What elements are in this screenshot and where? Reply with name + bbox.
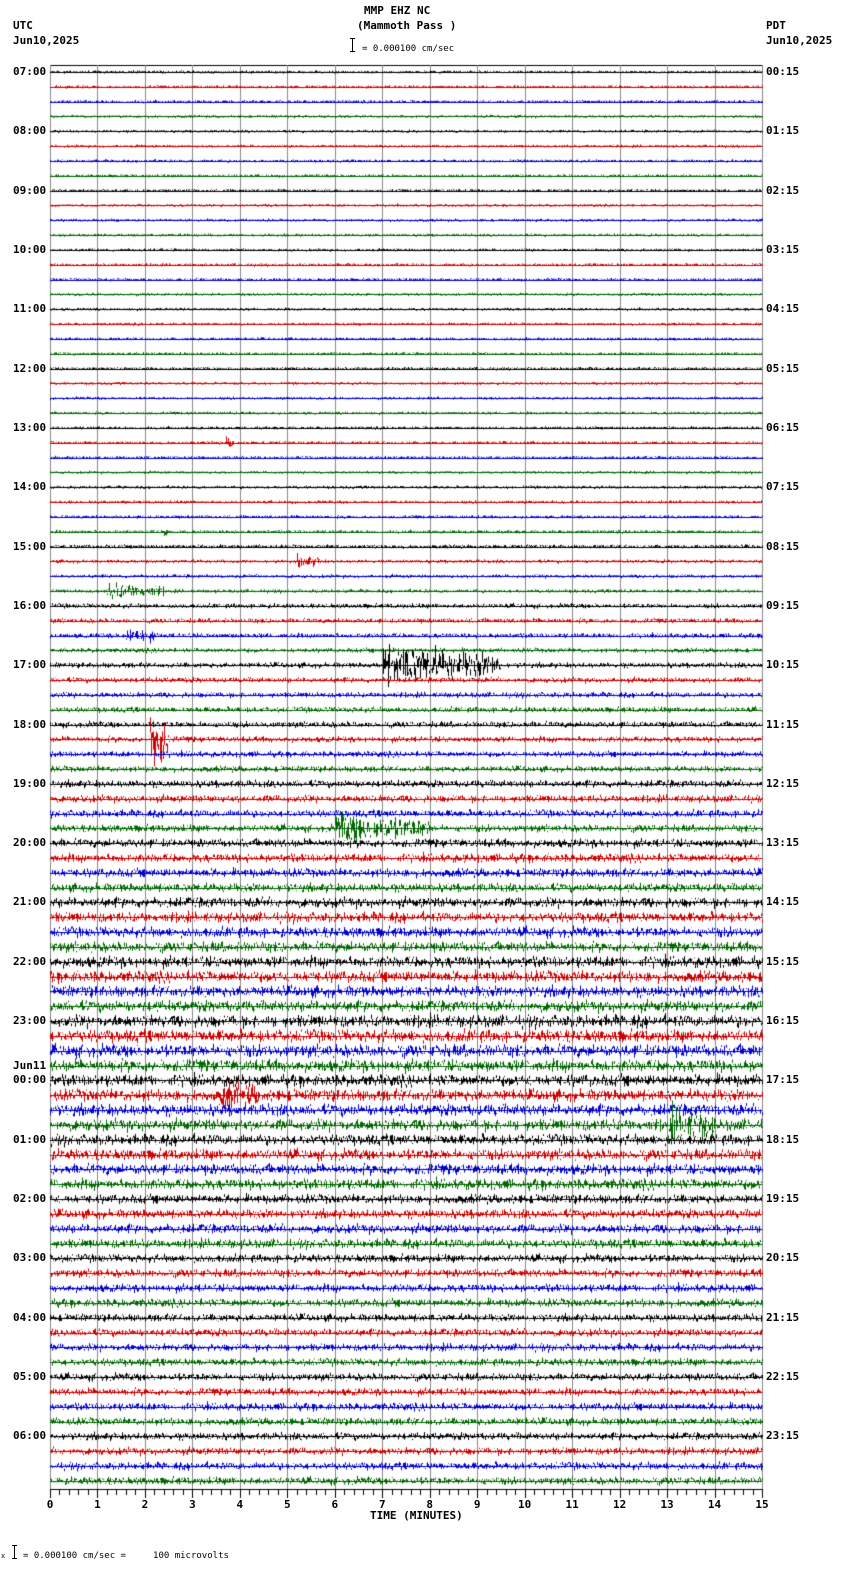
utc-hour-label: 03:00 xyxy=(13,1251,47,1265)
utc-hour-label: 08:00 xyxy=(13,124,47,138)
utc-hour-label: 17:00 xyxy=(13,658,47,672)
utc-hour-label: 07:00 xyxy=(13,65,47,78)
pdt-hour-label: 18:15 xyxy=(766,1132,800,1146)
utc-hour-label: 16:00 xyxy=(13,598,47,612)
x-tick-label: 2 xyxy=(141,1498,149,1511)
x-axis-title: TIME (MINUTES) xyxy=(370,1509,463,1522)
x-tick-label: 14 xyxy=(707,1498,722,1511)
pdt-hour-label: 08:15 xyxy=(766,539,800,553)
x-tick-label: 3 xyxy=(189,1498,196,1511)
pdt-hour-label: 14:15 xyxy=(766,895,800,909)
utc-hour-label: 14:00 xyxy=(13,480,47,494)
pdt-hour-label: 10:15 xyxy=(766,658,800,672)
pdt-hour-label: 03:15 xyxy=(766,242,800,256)
pdt-hour-label: 06:15 xyxy=(766,420,800,434)
pdt-hour-label: 15:15 xyxy=(766,954,800,968)
pdt-hour-label: 12:15 xyxy=(766,776,800,790)
pdt-hour-label: 23:15 xyxy=(766,1429,800,1443)
x-tick-label: 10 xyxy=(518,1498,532,1511)
pdt-hour-label: 01:15 xyxy=(766,124,800,138)
pdt-hour-label: 07:15 xyxy=(766,480,800,494)
utc-hour-label: 19:00 xyxy=(13,776,47,790)
utc-hour-label: 04:00 xyxy=(13,1310,47,1324)
x-tick-label: 1 xyxy=(94,1498,101,1511)
footer-scale-prefix: x xyxy=(1,1552,6,1560)
pdt-hour-label: 02:15 xyxy=(766,183,800,197)
x-tick-label: 6 xyxy=(331,1498,339,1511)
utc-hour-label: 11:00 xyxy=(13,302,47,316)
pdt-hour-label: 09:15 xyxy=(766,598,800,612)
x-tick-label: 15 xyxy=(755,1498,769,1511)
x-tick-label: 9 xyxy=(473,1498,481,1511)
pdt-hour-label: 13:15 xyxy=(766,836,800,850)
pdt-hour-label: 19:15 xyxy=(766,1192,800,1206)
pdt-hour-label: 21:15 xyxy=(766,1310,800,1324)
x-tick-label: 4 xyxy=(236,1498,244,1511)
utc-hour-label: 00:00 xyxy=(13,1073,47,1087)
utc-hour-label: 01:00 xyxy=(13,1132,47,1146)
utc-hour-label: 13:00 xyxy=(13,420,47,434)
x-tick-label: 5 xyxy=(284,1498,291,1511)
x-tick-label: 11 xyxy=(565,1498,579,1511)
utc-hour-label: 12:00 xyxy=(13,361,47,375)
pdt-hour-label: 17:15 xyxy=(766,1073,800,1087)
utc-hour-label: 02:00 xyxy=(13,1192,47,1206)
pdt-hour-label: 22:15 xyxy=(766,1370,800,1384)
utc-hour-label: 23:00 xyxy=(13,1014,47,1028)
x-tick-label: 0 xyxy=(46,1498,54,1511)
pdt-hour-label: 16:15 xyxy=(766,1014,800,1028)
utc-hour-label: 18:00 xyxy=(13,717,47,731)
pdt-hour-label: 04:15 xyxy=(766,302,800,316)
utc-hour-label: 15:00 xyxy=(13,539,47,553)
utc-hour-label: 06:00 xyxy=(13,1429,47,1443)
x-tick-label: 12 xyxy=(612,1498,627,1511)
pdt-hour-label: 11:15 xyxy=(766,717,800,731)
x-tick-label: 8 xyxy=(426,1498,434,1511)
utc-hour-label: 05:00 xyxy=(13,1370,47,1384)
utc-hour-label: 09:00 xyxy=(13,183,47,197)
footer-scale-note: = 0.000100 cm/sec = 100 microvolts xyxy=(23,1551,229,1561)
pdt-hour-label: 00:15 xyxy=(766,65,800,78)
pdt-hour-label: 05:15 xyxy=(766,361,800,375)
utc-hour-label: 20:00 xyxy=(13,836,47,850)
utc-hour-label: 21:00 xyxy=(13,895,47,909)
pdt-hour-label: 20:15 xyxy=(766,1251,800,1265)
date-change-label: Jun11 xyxy=(13,1059,47,1073)
utc-hour-label: 10:00 xyxy=(13,242,47,256)
x-tick-label: 13 xyxy=(660,1498,674,1511)
footer-scale-bar-icon xyxy=(14,1545,15,1559)
utc-hour-label: 22:00 xyxy=(13,954,47,968)
x-tick-label: 7 xyxy=(378,1498,386,1511)
